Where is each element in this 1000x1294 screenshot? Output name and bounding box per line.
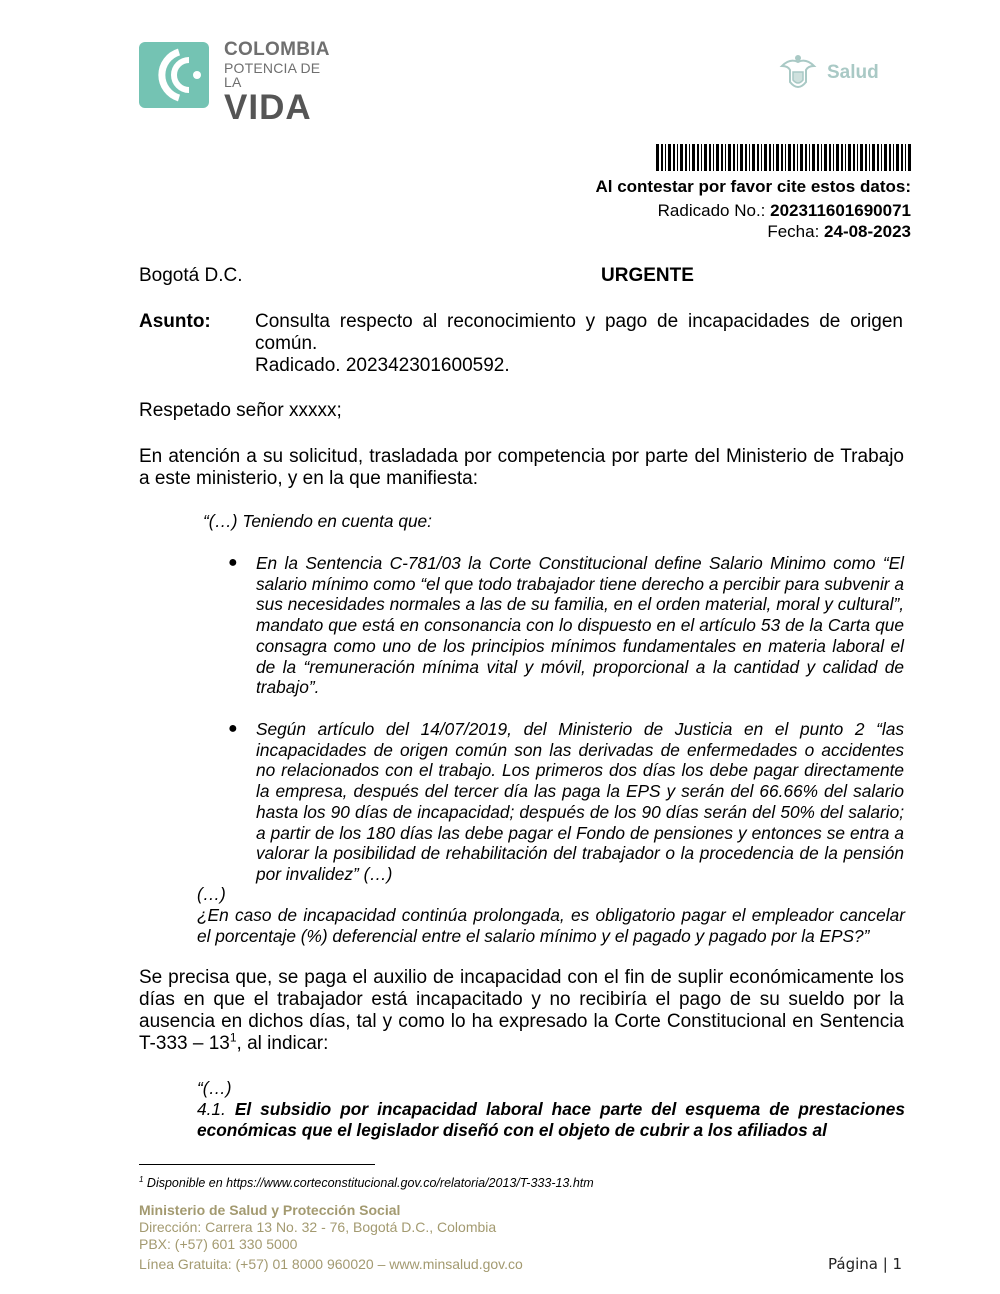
logo-line-potencia: POTENCIA DE LA	[224, 60, 321, 90]
jurisprudence-quote-opening: “(…)	[197, 1078, 232, 1098]
quoted-bullet: Según artículo del 14/07/2019, del Ministerio de Justicia en el punto 2 “las incapacidades de origen común son las derivadas de enfermedades o accidentes no relacionados con el trabajo. Los primeros dos días los debe pagar directamente la empresa, después del tercer día las paga la EPS y serán del 66.66% del salario hasta los 90 días de incapacidad; después de los 90 días serán del 50% del salario; a partir de los 180 días las debe pagar el Fondo de pensiones y entonces se entra a valorar la posibilidad de rehabilitación del trabajador o la procedencia de la pensión por invalidez” (…)	[256, 719, 904, 884]
footer-phone: PBX: (+57) 601 330 5000	[139, 1236, 298, 1252]
document-date	[767, 222, 911, 242]
footer-hotline-website: Línea Gratuita: (+57) 01 8000 960020 – www.minsalud.gov.co	[139, 1256, 523, 1272]
colombia-logo-mark-icon	[139, 42, 209, 108]
response-text: Se precisa que, se paga el auxilio de incapacidad con el fin de suplir económicamente los días en que el trabajador está incapacitado y no recibiría el pago de su sueldo por la ausencia en dichos días, tal y como lo ha expresado la Corte Constitucional en Sentencia T-333 – 13	[139, 967, 904, 1054]
salud-logo	[776, 52, 896, 96]
bullet-icon: ●	[228, 720, 238, 737]
bullet-icon: ●	[228, 554, 238, 571]
fecha-value: 24-08-2023	[824, 222, 911, 241]
subject-radicado: Radicado. 202342301600592.	[255, 355, 510, 376]
coat-of-arms-icon	[776, 52, 820, 96]
quote-ellipsis: (…)	[197, 884, 226, 904]
salutation: Respetado señor xxxxx;	[139, 400, 342, 421]
city: Bogotá D.C.	[139, 265, 243, 286]
quote-section-number: 4.1.	[197, 1099, 235, 1119]
quote-bold-text: El subsidio por incapacidad laboral hace parte del esquema de prestaciones económicas que el legislador diseñó con el objeto de cubrir a los afiliados al	[197, 1099, 905, 1140]
footnote-separator	[139, 1164, 375, 1165]
fecha-label: Fecha:	[767, 222, 825, 241]
logo-line-colombia: COLOMBIA	[224, 39, 330, 60]
quoted-question: ¿En caso de incapacidad continúa prolongada, es obligatorio pagar el empleador cancelar el porcentaje (%) deferencial entre el salario mínimo y el pagado y pagado por la EPS?”	[197, 905, 905, 946]
subject-label: Asunto:	[139, 311, 211, 332]
radicado-number	[658, 201, 911, 221]
salud-label: Salud	[827, 62, 879, 83]
logo-line-vida: VIDA	[224, 88, 312, 127]
intro-paragraph: En atención a su solicitud, trasladada por competencia por parte del Ministerio de Trabajo a este ministerio, y en la que manifiesta:	[139, 446, 904, 489]
subject-body	[255, 311, 903, 377]
barcode-icon	[656, 144, 911, 171]
quoted-bullet: En la Sentencia C-781/03 la Corte Constitucional define Salario Minimo como “El salario mínimo como “el que todo trabajador tiene derecho a percibir para subvenir a sus necesidades normales a las de su familia, en el orden material, moral y cultural”, mandato que está en consonancia con lo dispuesto en el artículo 53 de la Carta que consagra como uno de los principios mínimos fundamentales en materia laboral el de la “remuneración mínima vital y móvil, proporcional a la cantidad y calidad de trabajo”.	[256, 553, 904, 698]
footnote	[139, 1175, 594, 1190]
subject-line: Consulta respecto al reconocimiento y pago de incapacidades de origen común.	[255, 311, 903, 354]
quote-opening: “(…) Teniendo en cuenta que:	[203, 511, 432, 531]
footnote-text: Disponible en https://www.corteconstitucional.gov.co/relatoria/2013/T-333-13.htm	[143, 1176, 594, 1191]
radicado-label: Radicado No.:	[657, 201, 771, 220]
logo-wordmark	[224, 40, 339, 125]
radicado-value: 202311601690071	[770, 201, 911, 220]
page-number: Página | 1	[828, 1255, 903, 1273]
priority-label: URGENTE	[601, 265, 694, 286]
footnote-mark: 1	[139, 1175, 144, 1184]
footer-organization: Ministerio de Salud y Protección Social	[139, 1202, 401, 1218]
response-tail: , al indicar:	[236, 1033, 329, 1054]
footnote-reference: 1	[229, 1030, 237, 1045]
jurisprudence-quote	[197, 1099, 905, 1140]
colombia-potencia-de-la-vida-logo	[139, 39, 339, 127]
footer-address: Dirección: Carrera 13 No. 32 - 76, Bogotá D.C., Colombia	[139, 1219, 497, 1235]
response-paragraph	[139, 967, 904, 1055]
citation-instructions: Al contestar por favor cite estos datos:	[595, 177, 911, 196]
